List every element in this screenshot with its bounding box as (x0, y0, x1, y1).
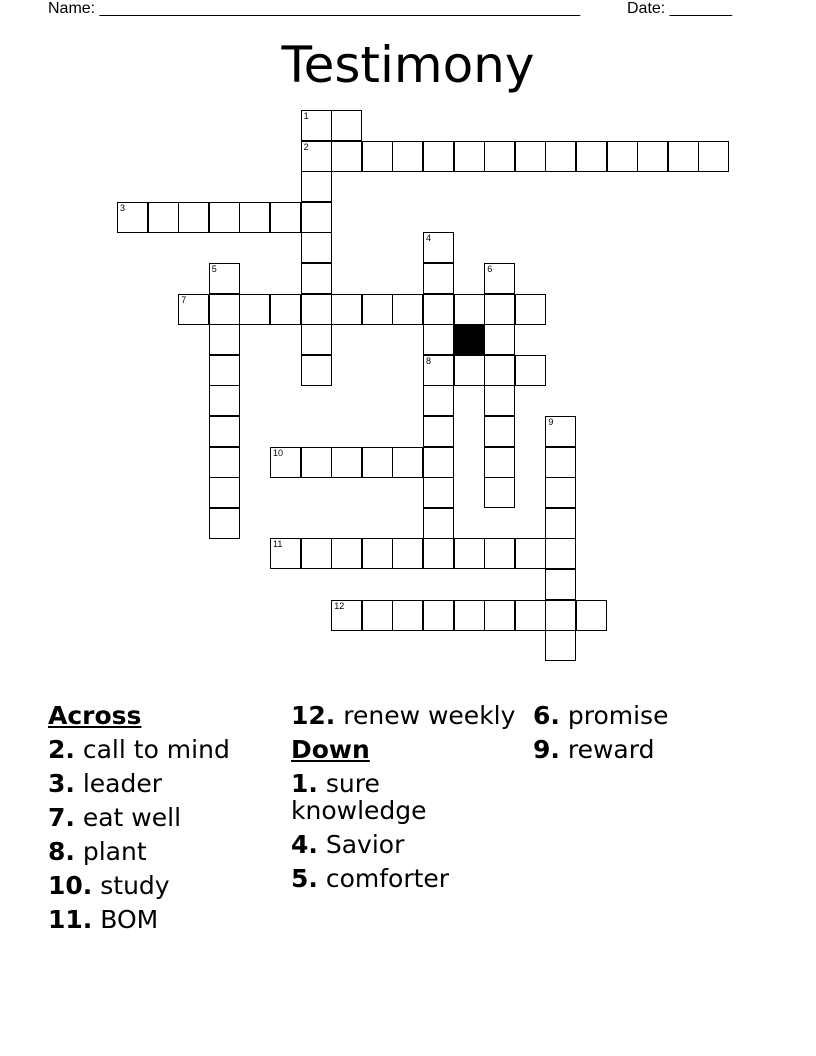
crossword-cell[interactable] (515, 294, 546, 325)
crossword-cell[interactable] (209, 508, 240, 539)
clue-number-label: 1 (303, 111, 309, 121)
crossword-cell[interactable] (484, 600, 515, 631)
crossword-cell[interactable] (301, 447, 332, 478)
crossword-cell[interactable] (576, 600, 607, 631)
crossword-cell[interactable] (362, 294, 393, 325)
crossword-cell[interactable] (423, 538, 454, 569)
crossword-cell[interactable] (545, 447, 576, 478)
crossword-cell[interactable] (423, 141, 454, 172)
page-title: Testimony (281, 36, 535, 94)
crossword-cell[interactable] (178, 294, 209, 325)
crossword-cell[interactable] (239, 294, 270, 325)
crossword-cell[interactable] (484, 477, 515, 508)
crossword-cell[interactable] (637, 141, 668, 172)
clue-number-label: 3 (120, 202, 126, 213)
crossword-cell[interactable] (484, 324, 515, 355)
clue-number-label: 10 (273, 447, 284, 458)
clue-number: 12. (291, 701, 336, 730)
crossword-cell[interactable] (423, 355, 454, 386)
clue-number: 2. (48, 735, 75, 764)
crossword-cell[interactable] (515, 355, 546, 386)
crossword-cell[interactable] (301, 538, 332, 569)
crossword-cell[interactable] (392, 141, 423, 172)
clue-number-label: 12 (334, 600, 345, 611)
crossword-cell[interactable] (301, 294, 332, 325)
clue-number: 11. (48, 905, 93, 934)
crossword-cell[interactable] (301, 263, 332, 294)
crossword-cell[interactable] (454, 355, 485, 386)
crossword-cell[interactable] (484, 538, 515, 569)
clues-column-1 (48, 702, 278, 940)
crossword-cell[interactable] (423, 263, 454, 294)
crossword-cell[interactable] (423, 232, 454, 263)
crossword-cell[interactable] (423, 600, 454, 631)
clue-text: reward (567, 735, 655, 764)
crossword-cell[interactable] (301, 141, 332, 172)
crossword-cell[interactable] (545, 141, 576, 172)
crossword-cell[interactable] (484, 141, 515, 172)
crossword-cell[interactable] (270, 294, 301, 325)
crossword-cell[interactable] (454, 600, 485, 631)
across-clue (291, 702, 521, 729)
crossword-cell[interactable] (607, 141, 638, 172)
clue-number: 9. (533, 735, 560, 764)
crossword-cell[interactable] (484, 416, 515, 447)
name-field-label: Name: ______________________________________________________ (48, 0, 581, 17)
across-clue (48, 804, 278, 831)
across-heading: Across (48, 701, 142, 730)
crossword-cell[interactable] (484, 294, 515, 325)
crossword-cell[interactable] (454, 538, 485, 569)
clue-number-label: 8 (426, 355, 432, 366)
date-field-label: Date: _______ (627, 0, 732, 17)
crossword-cell[interactable] (209, 385, 240, 416)
crossword-cell[interactable] (117, 202, 148, 233)
crossword-cell[interactable] (331, 447, 362, 478)
crossword-cell[interactable] (576, 141, 607, 172)
clue-number-label: 4 (426, 233, 432, 244)
crossword-cell[interactable] (515, 600, 546, 631)
crossword-cell[interactable] (239, 202, 270, 233)
crossword-cell[interactable] (698, 141, 729, 172)
across-clue (48, 872, 278, 899)
clue-number-label: 6 (487, 264, 493, 274)
crossword-cell[interactable] (301, 324, 332, 355)
crossword-cell[interactable] (545, 416, 576, 447)
clue-text: study (100, 871, 170, 900)
down-clue (533, 702, 763, 729)
crossword-cell[interactable] (545, 569, 576, 600)
crossword-cell[interactable] (362, 538, 393, 569)
clue-text: comforter (325, 864, 450, 893)
clue-number-label: 7 (181, 294, 187, 305)
crossword-cell[interactable] (331, 538, 362, 569)
clue-text: sure knowledge (291, 769, 427, 825)
crossword-cell[interactable] (209, 263, 240, 294)
clue-number-label: 9 (548, 417, 554, 427)
crossword-cell[interactable] (545, 477, 576, 508)
clue-text: plant (82, 837, 147, 866)
clue-number: 6. (533, 701, 560, 730)
clue-number: 8. (48, 837, 75, 866)
crossword-cell[interactable] (362, 447, 393, 478)
crossword-cell[interactable] (270, 538, 301, 569)
crossword-cell[interactable] (668, 141, 699, 172)
across-clue (48, 906, 278, 933)
crossword-black-cell (454, 324, 485, 355)
crossword-cell[interactable] (209, 477, 240, 508)
clues-column-2 (291, 702, 521, 899)
crossword-cell[interactable] (209, 202, 240, 233)
crossword-cell[interactable] (484, 263, 515, 294)
crossword-cell[interactable] (209, 294, 240, 325)
crossword-cell[interactable] (270, 447, 301, 478)
crossword-cell[interactable] (331, 600, 362, 631)
clue-text: call to mind (82, 735, 230, 764)
clue-number: 3. (48, 769, 75, 798)
clue-number: 7. (48, 803, 75, 832)
clue-text: BOM (100, 905, 159, 934)
clue-text: promise (567, 701, 669, 730)
across-clue (48, 736, 278, 763)
clues-column-3 (533, 702, 763, 770)
crossword-cell[interactable] (515, 141, 546, 172)
across-clue (48, 838, 278, 865)
crossword-cell[interactable] (362, 141, 393, 172)
crossword-cell[interactable] (423, 324, 454, 355)
crossword-cell[interactable] (392, 294, 423, 325)
across-clue (48, 770, 278, 797)
clue-text: eat well (82, 803, 182, 832)
clue-number: 5. (291, 864, 318, 893)
down-clue (291, 865, 521, 892)
crossword-cell[interactable] (423, 385, 454, 416)
crossword-cell[interactable] (454, 141, 485, 172)
crossword-cell[interactable] (545, 600, 576, 631)
crossword-cell[interactable] (545, 508, 576, 539)
crossword-cell[interactable] (423, 477, 454, 508)
crossword-cell[interactable] (209, 324, 240, 355)
crossword-cell[interactable] (423, 294, 454, 325)
clue-number: 4. (291, 830, 318, 859)
crossword-cell[interactable] (301, 171, 332, 202)
clue-text: Savior (325, 830, 405, 859)
crossword-cell[interactable] (392, 447, 423, 478)
crossword-cell[interactable] (209, 416, 240, 447)
crossword-cell[interactable] (301, 202, 332, 233)
down-heading: Down (291, 735, 370, 764)
crossword-cell[interactable] (545, 538, 576, 569)
crossword-cell[interactable] (423, 416, 454, 447)
clue-number: 1. (291, 769, 318, 798)
down-clue (291, 770, 521, 824)
crossword-cell[interactable] (331, 294, 362, 325)
clue-text: leader (82, 769, 163, 798)
crossword-cell[interactable] (331, 141, 362, 172)
crossword-cell[interactable] (270, 202, 301, 233)
crossword-cell[interactable] (392, 600, 423, 631)
crossword-cell[interactable] (209, 355, 240, 386)
crossword-cell[interactable] (301, 110, 332, 141)
crossword-cell[interactable] (392, 538, 423, 569)
crossword-cell[interactable] (209, 447, 240, 478)
crossword-cell[interactable] (362, 600, 393, 631)
crossword-cell[interactable] (301, 355, 332, 386)
clue-number: 10. (48, 871, 93, 900)
clue-number-label: 5 (211, 264, 217, 274)
down-clue (291, 831, 521, 858)
crossword-cell[interactable] (178, 202, 209, 233)
crossword-cell[interactable] (331, 110, 362, 141)
crossword-cell[interactable] (484, 385, 515, 416)
crossword-cell[interactable] (545, 630, 576, 661)
crossword-cell[interactable] (423, 508, 454, 539)
down-clue (533, 736, 763, 763)
crossword-cell[interactable] (484, 447, 515, 478)
clue-number-label: 2 (303, 141, 309, 152)
crossword-cell[interactable] (423, 447, 454, 478)
crossword-cell[interactable] (148, 202, 179, 233)
crossword-cell[interactable] (515, 538, 546, 569)
crossword-cell[interactable] (301, 232, 332, 263)
clue-text: renew weekly (343, 701, 516, 730)
crossword-cell[interactable] (454, 294, 485, 325)
clue-number-label: 11 (273, 539, 283, 550)
crossword-cell[interactable] (484, 355, 515, 386)
